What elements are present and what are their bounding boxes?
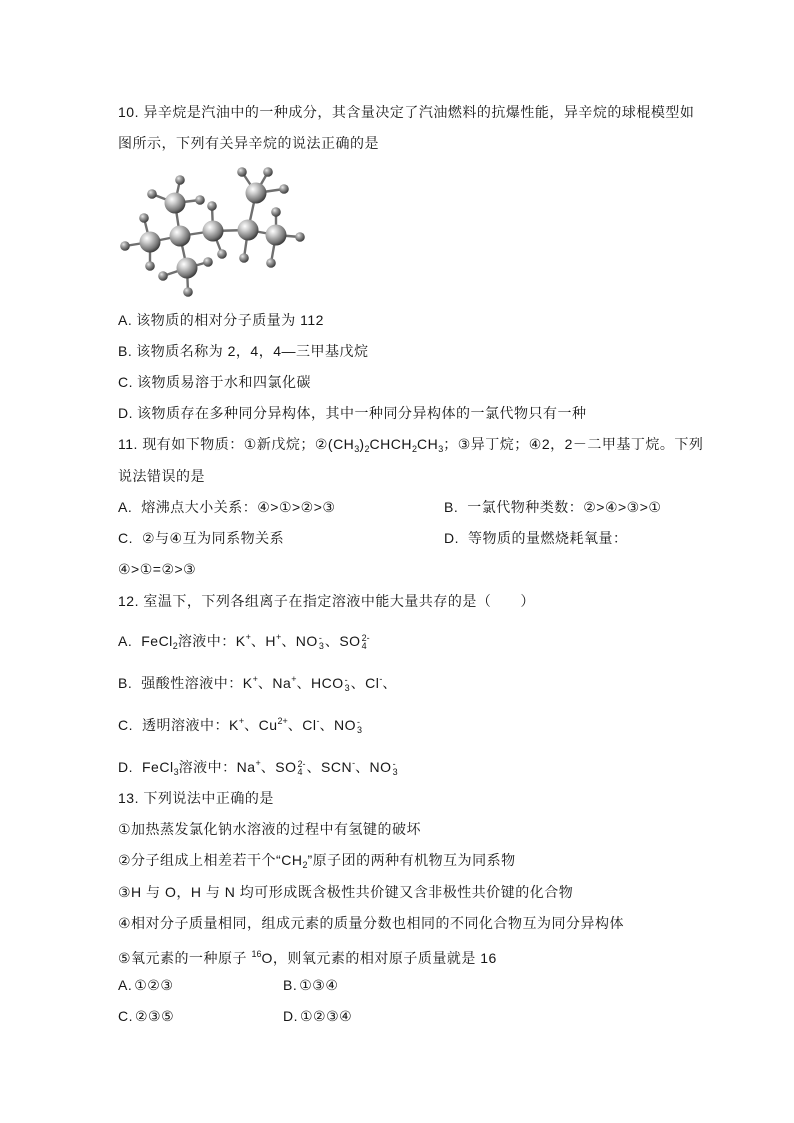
option-text: 一氯代物种类数：②>④>③>① — [467, 499, 662, 515]
superscript: - — [352, 758, 356, 768]
formula-text: 、HCO — [296, 675, 344, 691]
option-text: ①②③④ — [300, 1008, 353, 1024]
option-text: ②与④互为同系物关系 — [142, 530, 285, 546]
option-text: ①③④ — [299, 977, 339, 993]
hydrogen-atom — [158, 271, 168, 281]
option-label: A. — [118, 977, 133, 993]
q10-option-b — [118, 342, 368, 365]
ion-charge-stack — [393, 760, 398, 776]
option-label: D. — [283, 1008, 298, 1024]
hydrogen-atom — [145, 261, 155, 271]
q11-option-b — [444, 498, 661, 521]
q11-option-d — [444, 529, 628, 552]
hydrogen-atom — [139, 213, 149, 223]
formula-text: 、SO — [260, 759, 297, 775]
ion-charge-stack — [345, 676, 350, 692]
subscript: 3 — [392, 767, 398, 777]
hydrogen-atom — [239, 253, 249, 263]
option-label: A. — [118, 633, 133, 649]
superscript: - — [392, 759, 396, 769]
carbon-atom — [246, 183, 267, 204]
formula-text: 、Cl — [350, 675, 380, 691]
subscript: 4 — [297, 767, 303, 777]
carbon-atom — [140, 232, 161, 253]
option-label: C. — [118, 374, 133, 390]
option-label: D. — [444, 530, 459, 546]
stem-text: CH — [416, 436, 439, 452]
hydrogen-atom — [207, 201, 217, 211]
superscript: 2- — [361, 633, 370, 643]
superscript: 2+ — [277, 716, 288, 726]
q11-stem-line-2: 说法错误的是 — [118, 468, 205, 484]
option-label: C. — [118, 530, 133, 546]
statement-text: ②分子组成上相差若干个“CH — [118, 852, 303, 868]
formula-text: 、SO — [324, 633, 361, 649]
subscript: 2 — [172, 641, 178, 651]
hydrogen-atom — [203, 257, 213, 267]
q12-stem: 12. 室温下，下列各组离子在指定溶液中能大量共存的是（ ） — [118, 593, 535, 609]
q11-option-a — [118, 498, 335, 521]
hydrogen-atom — [120, 241, 130, 251]
stem-text: 11. 现有如下物质：①新戊烷；②(CH — [118, 436, 355, 452]
ion-charge-stack — [357, 718, 362, 734]
hydrogen-atom — [237, 167, 247, 177]
option-text: 该物质名称为 2，4，4—三甲基戊烷 — [136, 343, 369, 359]
superscript: - — [318, 633, 322, 643]
hydrogen-atom — [271, 207, 281, 217]
formula-text: 溶液中：K — [177, 633, 246, 649]
formula-text: FeCl — [142, 759, 174, 775]
formula-text: 、Cu — [244, 717, 278, 733]
option-text: ②③⑤ — [135, 1008, 175, 1024]
hydrogen-atom — [279, 184, 289, 194]
subscript: 3 — [318, 641, 324, 651]
option-label: A. — [118, 499, 133, 515]
q12-option-d — [118, 754, 399, 781]
q13-statement-2 — [118, 851, 516, 874]
superscript: - — [316, 716, 320, 726]
superscript: 16 — [251, 949, 262, 959]
formula-text: 、SCN — [306, 759, 353, 775]
superscript: + — [291, 674, 297, 684]
carbon-atom — [177, 258, 198, 279]
hydrogen-atom — [217, 249, 227, 259]
option-text: 该物质存在多种同分异构体，其中一种同分异构体的一氯代物只有一种 — [137, 405, 587, 421]
superscript: 2- — [297, 759, 306, 769]
option-label: D. — [118, 759, 133, 775]
superscript: - — [379, 674, 383, 684]
hydrogen-atom — [183, 287, 193, 297]
carbon-atom — [238, 220, 259, 241]
option-label: B. — [118, 343, 133, 359]
ion-charge-stack — [362, 634, 370, 650]
statement-text: ”原子团的两种有机物互为同系物 — [307, 852, 516, 868]
superscript: + — [255, 758, 261, 768]
hydrogen-atom — [263, 167, 273, 177]
subscript: 3 — [173, 767, 179, 777]
formula-text: 、H — [250, 633, 277, 649]
subscript: 4 — [361, 641, 367, 651]
q13-option-a — [118, 976, 173, 999]
subscript: 3 — [357, 725, 363, 735]
formula-text: 、NO — [355, 759, 392, 775]
ion-charge-stack — [297, 760, 305, 776]
hydrogen-atom — [295, 232, 305, 242]
q12-option-a — [118, 628, 371, 655]
carbon-atom — [170, 226, 191, 247]
q13-option-c — [118, 1007, 174, 1030]
superscript: - — [344, 675, 348, 685]
hydrogen-atom — [266, 258, 276, 268]
statement-text: O，则氧元素的相对原子质量就是 16 — [261, 950, 497, 966]
option-text: 熔沸点大小关系：④>①>②>③ — [141, 499, 336, 515]
q13-option-b — [283, 976, 338, 999]
stem-text: CHCH — [369, 436, 412, 452]
q13-statement-3: ③H 与 O，H 与 N 均可形成既含极性共价键又含非极性共价键的化合物 — [118, 884, 574, 900]
q11-option-d-continuation: ④>①=②>③ — [118, 561, 197, 577]
option-text: 等物质的量燃烧耗氧量： — [468, 530, 628, 546]
q13-stem: 13. 下列说法中正确的是 — [118, 790, 274, 806]
formula-text: 、Na — [257, 675, 292, 691]
option-label: A. — [118, 312, 133, 328]
hydrogen-atom — [195, 195, 205, 205]
subscript: 2 — [411, 444, 417, 454]
option-label: D. — [118, 405, 133, 421]
subscript: 2 — [364, 444, 370, 454]
q12-option-b — [118, 670, 397, 697]
stem-text: ；③异丁烷；④2，2－二甲基丁烷。下列 — [443, 436, 704, 452]
q13-statement-4: ④相对分子质量相同，组成元素的质量分数也相同的不同化合物互为同分异构体 — [118, 915, 625, 931]
superscript: - — [357, 717, 361, 727]
formula-text: 、 — [382, 675, 397, 691]
option-label: B. — [444, 499, 459, 515]
hydrogen-atom — [147, 189, 157, 199]
formula-text: FeCl — [141, 633, 173, 649]
formula-text: 、NO — [319, 717, 357, 733]
statement-text: ⑤氧元素的一种原子 — [118, 950, 252, 966]
option-text: 该物质易溶于水和四氯化碳 — [137, 374, 311, 390]
formula-text: 、Cl — [287, 717, 317, 733]
q13-statement-5 — [118, 945, 497, 972]
q10-stem-line-2: 图所示，下列有关异辛烷的说法正确的是 — [118, 135, 379, 151]
superscript: + — [245, 632, 251, 642]
q12-option-c — [118, 712, 363, 739]
option-label: C. — [118, 717, 133, 733]
isooctane-ball-and-stick-model — [116, 162, 308, 300]
formula-text: 强酸性溶液中：K — [141, 675, 253, 691]
carbon-atom — [203, 221, 224, 242]
option-label: B. — [283, 977, 298, 993]
q10-option-d — [118, 404, 587, 427]
subscript: 2 — [302, 860, 308, 870]
q10-option-c — [118, 373, 311, 396]
option-label: B. — [118, 675, 133, 691]
option-text: ①②③ — [134, 977, 174, 993]
option-text: 该物质的相对分子质量为 112 — [136, 312, 324, 328]
hydrogen-atom — [175, 175, 185, 185]
q10-option-a — [118, 311, 324, 334]
superscript: + — [238, 716, 245, 726]
formula-text: 透明溶液中：K — [142, 717, 239, 733]
option-label: C. — [118, 1008, 133, 1024]
q11-option-c — [118, 529, 284, 552]
formula-text: 溶液中：Na — [178, 759, 256, 775]
stem-text: ) — [359, 436, 365, 452]
superscript: + — [276, 632, 282, 642]
carbon-atom — [165, 193, 186, 214]
subscript: 3 — [438, 444, 444, 454]
subscript: 3 — [354, 444, 360, 454]
subscript: 3 — [344, 683, 350, 693]
carbon-atom — [266, 225, 287, 246]
ion-charge-stack — [319, 634, 324, 650]
q11-stem-line-1 — [118, 435, 703, 458]
superscript: + — [252, 674, 258, 684]
formula-text: 、NO — [281, 633, 318, 649]
q13-statement-1: ①加热蒸发氯化钠水溶液的过程中有氢键的破坏 — [118, 821, 422, 837]
q13-option-d — [283, 1007, 352, 1030]
q10-stem-line-1: 10. 异辛烷是汽油中的一种成分，其含量决定了汽油燃料的抗爆性能，异辛烷的球棍模型如 — [118, 104, 695, 120]
